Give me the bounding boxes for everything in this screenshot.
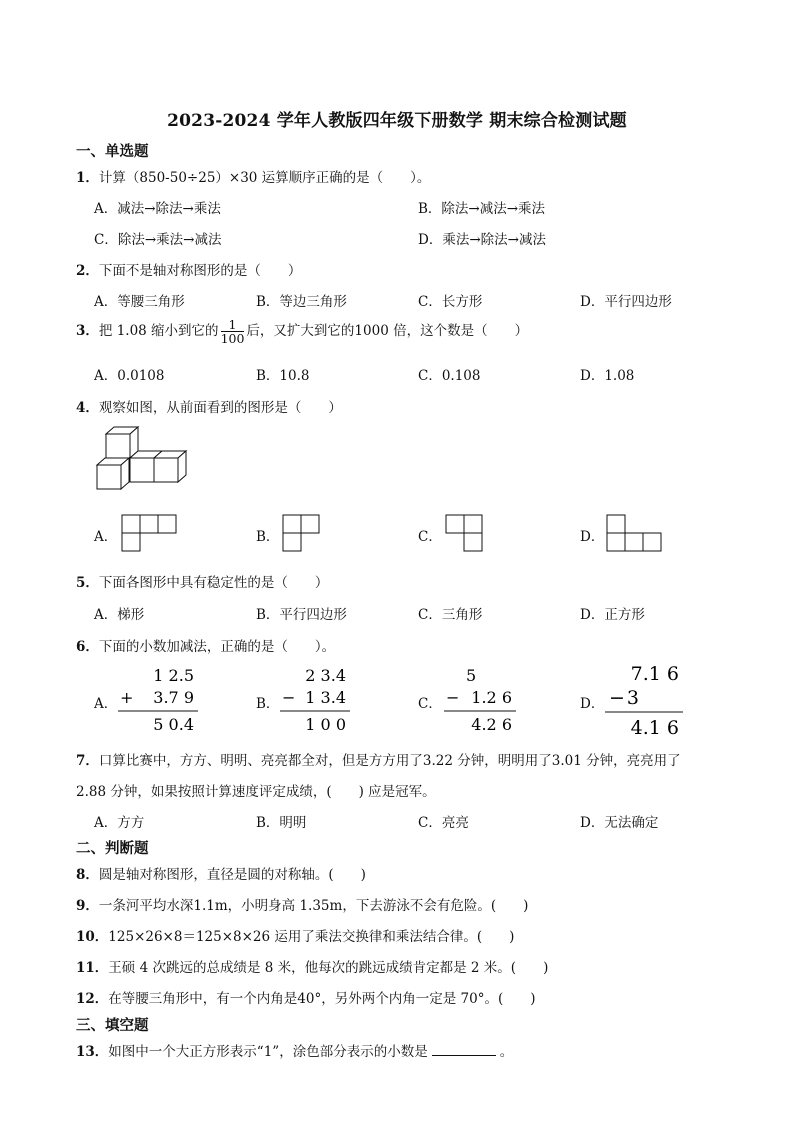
question-8[interactable] [76, 863, 366, 883]
question-12[interactable] [76, 987, 535, 1007]
calc-top-number: 1 2.5 [153, 666, 194, 685]
q4-option-c-figure [445, 514, 485, 552]
q1-option-c[interactable]: C．除法→乘法→减法 [94, 232, 222, 248]
calc-second-number: 3.7 9 [153, 688, 194, 707]
q6-option-a[interactable] [94, 692, 117, 712]
option-label: A． [94, 696, 118, 712]
cube-front-face [130, 458, 154, 482]
page-title: 2023-2024 学年人教版四年级下册数学 期末综合检测试题 [167, 111, 627, 131]
q3-option-d[interactable]: D．1.08 [580, 368, 635, 384]
section-heading-single-choice: 一、单选题 [76, 143, 149, 160]
question-text-pre: 把 1.08 缩小到它的 [98, 323, 219, 340]
question-5 [76, 571, 328, 591]
q4-option-b[interactable] [256, 525, 279, 545]
question-number: 13． [76, 1044, 109, 1060]
option-label: D． [580, 696, 605, 712]
question-1 [76, 166, 430, 186]
question-number: 9． [76, 898, 99, 914]
q1-option-b[interactable]: B．除法→减法→乘法 [418, 201, 546, 217]
question-text-post: 。 [499, 1044, 514, 1060]
question-6 [76, 635, 335, 655]
q6-option-b[interactable] [256, 692, 279, 712]
question-text: 125×26×8＝125×8×26 运用了乘法交换律和乘法结合律。( ) [108, 929, 515, 945]
question-7 [76, 749, 681, 769]
question-4 [76, 396, 342, 416]
question-13 [76, 1040, 513, 1060]
answer-blank[interactable] [432, 1043, 496, 1056]
q2-option-d[interactable]: D．平行四边形 [580, 294, 672, 310]
fraction-denominator: 100 [220, 331, 245, 347]
calc-result: 1 0 0 [305, 715, 346, 734]
calc-operator: + [120, 688, 134, 707]
q6-vertical-calc-d [603, 656, 687, 738]
q4-option-c[interactable] [418, 525, 442, 545]
q6-vertical-calc-c [440, 664, 520, 736]
question-text: 下面各图形中具有稳定性的是（ ） [98, 575, 329, 591]
calc-top-number: 2 3.4 [305, 666, 346, 685]
calc-second-number: 1.2 6 [471, 688, 512, 707]
q4-option-a-figure [121, 514, 179, 552]
calc-top-number: 7.1 6 [630, 663, 679, 685]
question-number: 4． [76, 400, 99, 416]
question-number: 8． [76, 867, 99, 883]
q3-option-a[interactable]: A．0.0108 [94, 368, 165, 384]
section-heading-true-false: 二、判断题 [76, 840, 149, 857]
calc-operator: − [609, 687, 625, 709]
cube-front-face [154, 458, 178, 482]
calc-second-number: 1 3.4 [305, 688, 346, 707]
q2-option-b[interactable]: B．等边三角形 [256, 294, 347, 310]
cube-stack-figure [92, 424, 192, 496]
q4-option-a[interactable] [94, 525, 117, 545]
question-9[interactable] [76, 894, 528, 914]
calc-operator: − [282, 688, 296, 707]
question-7-line2: 2.88 分钟，如果按照计算速度评定成绩，( ) 应是冠军。 [76, 784, 436, 800]
question-number: 7． [76, 753, 99, 769]
calc-operator: − [446, 688, 460, 707]
cube-front-face [97, 465, 121, 489]
section-heading-fill-blank: 三、填空题 [76, 1017, 149, 1034]
question-number: 2． [76, 263, 99, 279]
q4-option-b-figure [282, 514, 322, 552]
q6-vertical-calc-a [116, 664, 202, 736]
option-label: D． [580, 529, 605, 545]
q6-option-c[interactable] [418, 692, 442, 712]
q3-option-b[interactable]: B．10.8 [256, 368, 310, 384]
q2-option-c[interactable]: C．长方形 [418, 294, 483, 310]
question-text: 观察如图，从前面看到的图形是（ ） [98, 400, 342, 416]
question-2 [76, 259, 301, 279]
q1-option-d[interactable]: D．乘法→除法→减法 [418, 232, 546, 248]
option-label: B． [256, 696, 280, 712]
q5-option-a[interactable]: A．梯形 [94, 607, 145, 623]
question-10[interactable] [76, 925, 514, 945]
question-text: 计算（850-50÷25）×30 运算顺序正确的是（ ）。 [98, 170, 431, 186]
question-text-line1: 口算比赛中，方方、明明、亮亮都全对，但是方方用了3.22 分钟，明明用了3.01 分钟，亮亮用了 [98, 753, 681, 769]
q7-option-c[interactable]: C．亮亮 [418, 815, 469, 831]
q2-option-a[interactable]: A．等腰三角形 [94, 294, 185, 310]
q4-option-d[interactable] [580, 525, 604, 545]
q1-option-a[interactable]: A．减法→除法→乘法 [94, 201, 221, 217]
q6-option-d[interactable] [580, 692, 604, 712]
question-number: 11． [76, 960, 109, 976]
calc-result: 4.1 6 [630, 717, 679, 738]
question-number: 1． [76, 170, 99, 186]
fraction-one-hundredth [221, 318, 245, 345]
q5-option-b[interactable]: B．平行四边形 [256, 607, 347, 623]
question-text: 下面不是轴对称图形的是（ ） [98, 263, 302, 279]
question-text: 在等腰三角形中，有一个内角是40°，另外两个内角一定是 70°。( ) [108, 991, 536, 1007]
question-text-post: 后，又扩大到它的1000 倍，这个数是（ ） [246, 323, 529, 340]
question-3 [76, 318, 528, 345]
question-text: 王硕 4 次跳远的总成绩是 8 米，他每次的跳远成绩肯定都是 2 米。( ) [108, 960, 549, 976]
question-text: 下面的小数加减法，正确的是（ ）。 [98, 639, 336, 655]
q6-vertical-calc-b [278, 664, 354, 736]
question-11[interactable] [76, 956, 548, 976]
question-number: 6． [76, 639, 99, 655]
q7-option-a[interactable]: A．方方 [94, 815, 145, 831]
q4-option-d-figure [606, 514, 664, 552]
q7-option-b[interactable]: B．明明 [256, 815, 307, 831]
q7-option-d[interactable]: D．无法确定 [580, 815, 659, 831]
question-text: 一条河平均水深1.1m，小明身高 1.35m，下去游泳不会有危险。( ) [98, 898, 529, 914]
question-text-pre: 如图中一个大正方形表示“1”，涂色部分表示的小数是 [108, 1044, 428, 1060]
question-text: 圆是轴对称图形，直径是圆的对称轴。( ) [98, 867, 366, 883]
option-label: A． [94, 529, 118, 545]
option-label: C． [418, 529, 442, 545]
calc-result: 4.2 6 [471, 715, 512, 734]
question-number: 5． [76, 575, 99, 591]
fraction-numerator: 1 [221, 318, 245, 332]
option-label: C． [418, 696, 442, 712]
calc-second-number: 3 [626, 687, 639, 709]
question-number: 3． [76, 323, 99, 340]
cube-front-face [106, 434, 130, 458]
question-number: 12． [76, 991, 109, 1007]
calc-result: 5 0.4 [153, 715, 194, 734]
q5-option-c[interactable]: C．三角形 [418, 607, 483, 623]
option-label: B． [256, 529, 280, 545]
q5-option-d[interactable]: D．正方形 [580, 607, 645, 623]
calc-top-number: 5 [466, 666, 477, 685]
question-number: 10． [76, 929, 109, 945]
q3-option-c[interactable]: C．0.108 [418, 368, 481, 384]
